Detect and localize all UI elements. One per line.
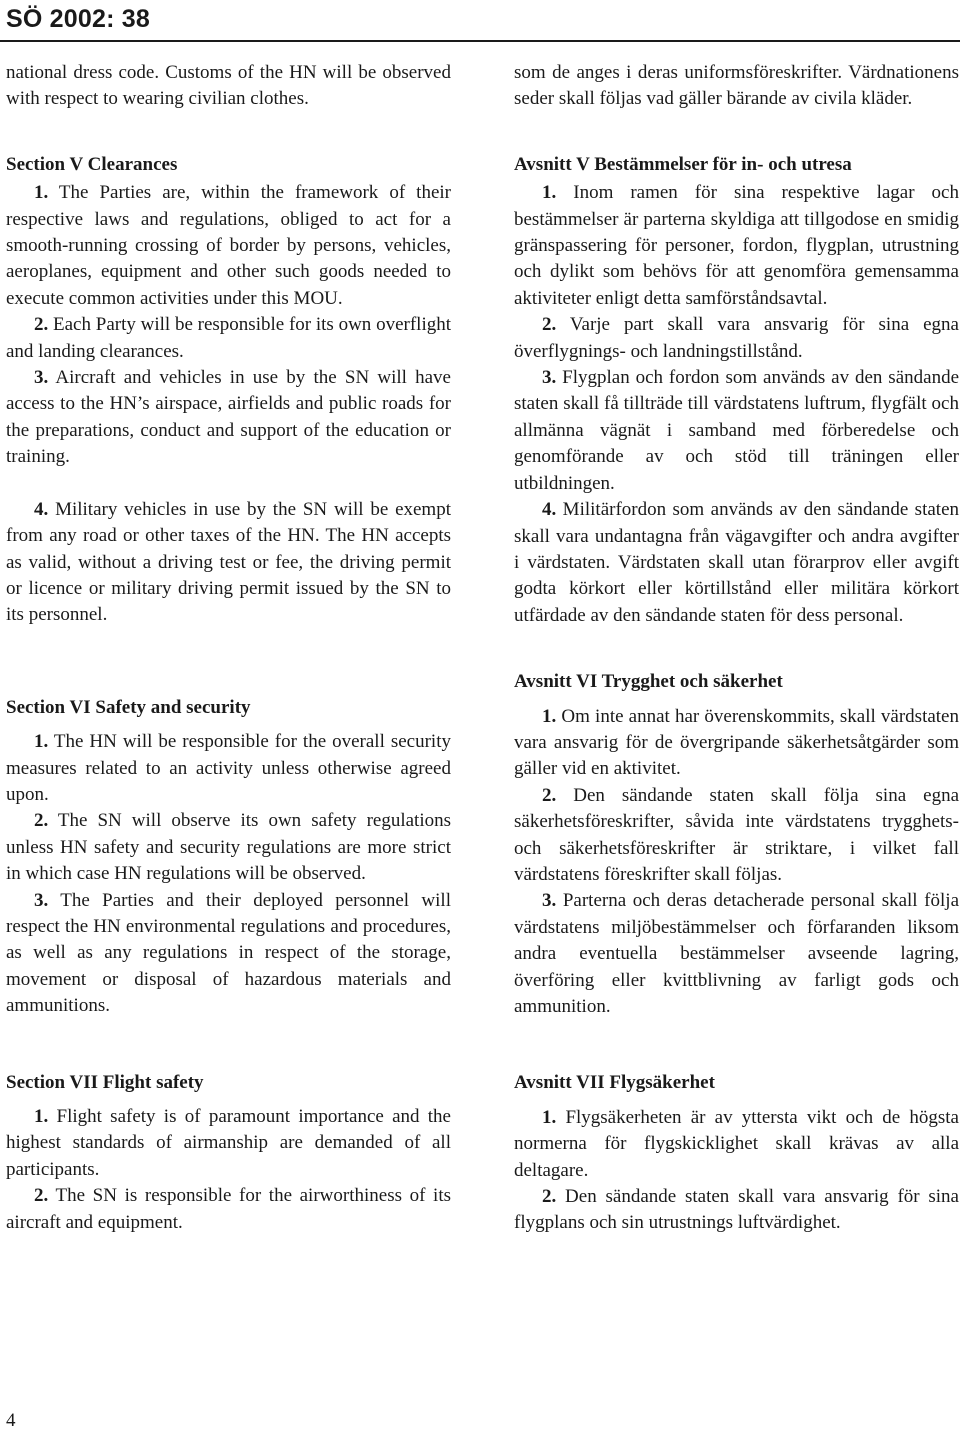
paragraph-text: Den sändande staten skall följa sina egna säkerhetsföreskrifter, såvida inte värdstatens trygghets- och säkerhetsföreskrifter är striktare, i vilket fall värdstatens föreskrifter skall följas. [514, 784, 959, 885]
english-intro: national dress code. Customs of the HN will be observed with respect to wearing civilian clothes. [6, 62, 451, 110]
paragraph-text: Flight safety is of paramount importance and the highest standards of airmanship are demanded of all participants. [6, 1106, 451, 1180]
paragraph-text: The SN will observe its own safety regulations unless HN safety and security regulations are more strict in which case HN regulations will be observed. [6, 810, 451, 885]
english-section-v-heading: Section V Clearances [6, 153, 178, 175]
paragraph-text: Militärfordon som används av den sändande staten skall vara undantagna från vägavgifter och andra avgifter i värdstaten. Värdstaten skall utan förarprov eller avgift godta körkort eller körtillstånd eller militära körkort utfärdade av den sändande staten för dess personal. [514, 499, 959, 626]
swedish-section-vi-paragraph-2 [514, 783, 959, 889]
paragraph-number: 2. [542, 1186, 557, 1208]
english-section-v-paragraph-1 [6, 180, 451, 312]
paragraph-text: Military vehicles in use by the SN will be exempt from any road or other taxes of the HN. The HN accepts as valid, without a driving test or fee, the driving permit or licence or military driving permit issued by the SN to its personnel. [6, 498, 451, 626]
swedish-column [514, 60, 959, 1237]
paragraph-number: 4. [34, 498, 49, 520]
swedish-section-vi-paragraph-1 [514, 704, 959, 783]
english-section-vi-paragraph-1 [6, 729, 451, 808]
paragraph-text: The SN is responsible for the airworthiness of its aircraft and equipment. [6, 1185, 451, 1233]
document-header-title: SÖ 2002: 38 [6, 5, 150, 33]
swedish-section-v-paragraph-3 [514, 365, 959, 497]
english-column [6, 60, 451, 1236]
paragraph-number: 2. [542, 784, 557, 806]
english-section-vi-paragraph-2 [6, 808, 451, 887]
header-divider [0, 40, 960, 42]
swedish-section-vii-heading: Avsnitt VII Flygsäkerhet [514, 1072, 715, 1094]
paragraph-number: 3. [542, 890, 557, 912]
paragraph-number: 1. [542, 1106, 557, 1128]
paragraph-text: Om inte annat har överenskommits, skall värdstaten vara ansvarig för de övergripande säkerhetsåtgärder som gäller vid en aktivitet. [514, 705, 959, 780]
page-number: 4 [6, 1410, 16, 1431]
english-section-vi-heading: Section VI Safety and security [6, 696, 251, 718]
swedish-section-vii-paragraph-2 [514, 1184, 959, 1237]
paragraph-text: Inom ramen för sina respektive lagar och bestämmelser är parterna skyldiga att tillgodose en smidig gränspassering för personer, fordon, flygplan, utrustning och dylikt som behövs för att genomföra gemensamma aktiviteter enligt detta samförståndsavtal. [514, 182, 959, 309]
swedish-section-v-paragraph-1 [514, 180, 959, 312]
swedish-intro: som de anges i deras uniformsföreskrifter. Värdnationens seder skall följas vad gäller bärande av civila kläder. [514, 62, 959, 110]
paragraph-number: 1. [34, 731, 49, 753]
paragraph-text: Flygplan och fordon som används av den sändande staten skall få tillträde till värdstatens luftrum, flygfält och allmänna vägnät i samband med förberedelse och genomförande av och stöd till träningen eller utbildningen. [514, 367, 959, 494]
swedish-section-v-paragraph-2 [514, 312, 959, 365]
swedish-section-v-paragraph-4 [514, 497, 959, 629]
paragraph-number: 1. [542, 182, 557, 204]
english-section-vii-heading: Section VII Flight safety [6, 1071, 204, 1093]
swedish-section-vi-heading: Avsnitt VI Trygghet och säkerhet [514, 671, 783, 693]
paragraph-text: The Parties are, within the framework of their respective laws and regulations, obliged to act for a smooth-running crossing of border by persons, vehicles, aeroplanes, equipment and other such goods needed to execute common activities under this MOU. [6, 182, 451, 309]
swedish-section-v-heading: Avsnitt V Bestämmelser för in- och utresa [514, 153, 852, 175]
paragraph-number: 3. [34, 367, 49, 389]
paragraph-number: 3. [542, 367, 557, 389]
english-section-vii-paragraph-1 [6, 1104, 451, 1183]
swedish-section-vi-paragraph-3 [514, 888, 959, 1020]
english-section-vii-paragraph-2 [6, 1183, 451, 1236]
english-section-v-paragraph-4 [6, 497, 451, 629]
paragraph-number: 1. [34, 1106, 49, 1127]
paragraph-number: 2. [542, 314, 557, 336]
paragraph-number: 2. [34, 314, 49, 336]
swedish-section-vii-paragraph-1 [514, 1105, 959, 1184]
paragraph-text: The Parties and their deployed personnel will respect the HN environmental regulations and procedures, as well as any regulations in respect of the storage, movement or disposal of hazardous materials and ammunitions. [6, 889, 451, 1017]
english-section-v-paragraph-3 [6, 365, 451, 471]
paragraph-number: 2. [34, 1185, 49, 1207]
paragraph-number: 1. [542, 705, 557, 727]
paragraph-text: Each Party will be responsible for its own overflight and landing clearances. [6, 314, 451, 362]
paragraph-text: Aircraft and vehicles in use by the SN will have access to the HN’s airspace, airfields and public roads for the preparations, conduct and support of the education or training. [6, 367, 451, 468]
paragraph-number: 3. [34, 889, 49, 911]
paragraph-text: Den sändande staten skall vara ansvarig för sina flygplans och sin utrustnings luftvärdighet. [514, 1186, 959, 1234]
paragraph-text: The HN will be responsible for the overall security measures related to an activity unless otherwise agreed upon. [6, 731, 451, 805]
paragraph-text: Parterna och deras detacherade personal skall följa värdstatens miljöbestämmelser och förfaranden liksom andra eventuella bestämmelser avseende lagring, överföring eller kvittblivning av farligt gods och ammunition. [514, 890, 959, 1017]
paragraph-number: 4. [542, 499, 557, 521]
english-section-v-paragraph-2 [6, 312, 451, 365]
paragraph-number: 1. [34, 182, 49, 204]
paragraph-text: Varje part skall vara ansvarig för sina egna överflygnings- och landningstillstånd. [514, 314, 959, 362]
paragraph-number: 2. [34, 810, 49, 832]
english-section-vi-paragraph-3 [6, 888, 451, 1020]
paragraph-text: Flygsäkerheten är av yttersta vikt och de högsta normerna för flygskicklighet skall krävas av alla deltagare. [514, 1106, 959, 1181]
